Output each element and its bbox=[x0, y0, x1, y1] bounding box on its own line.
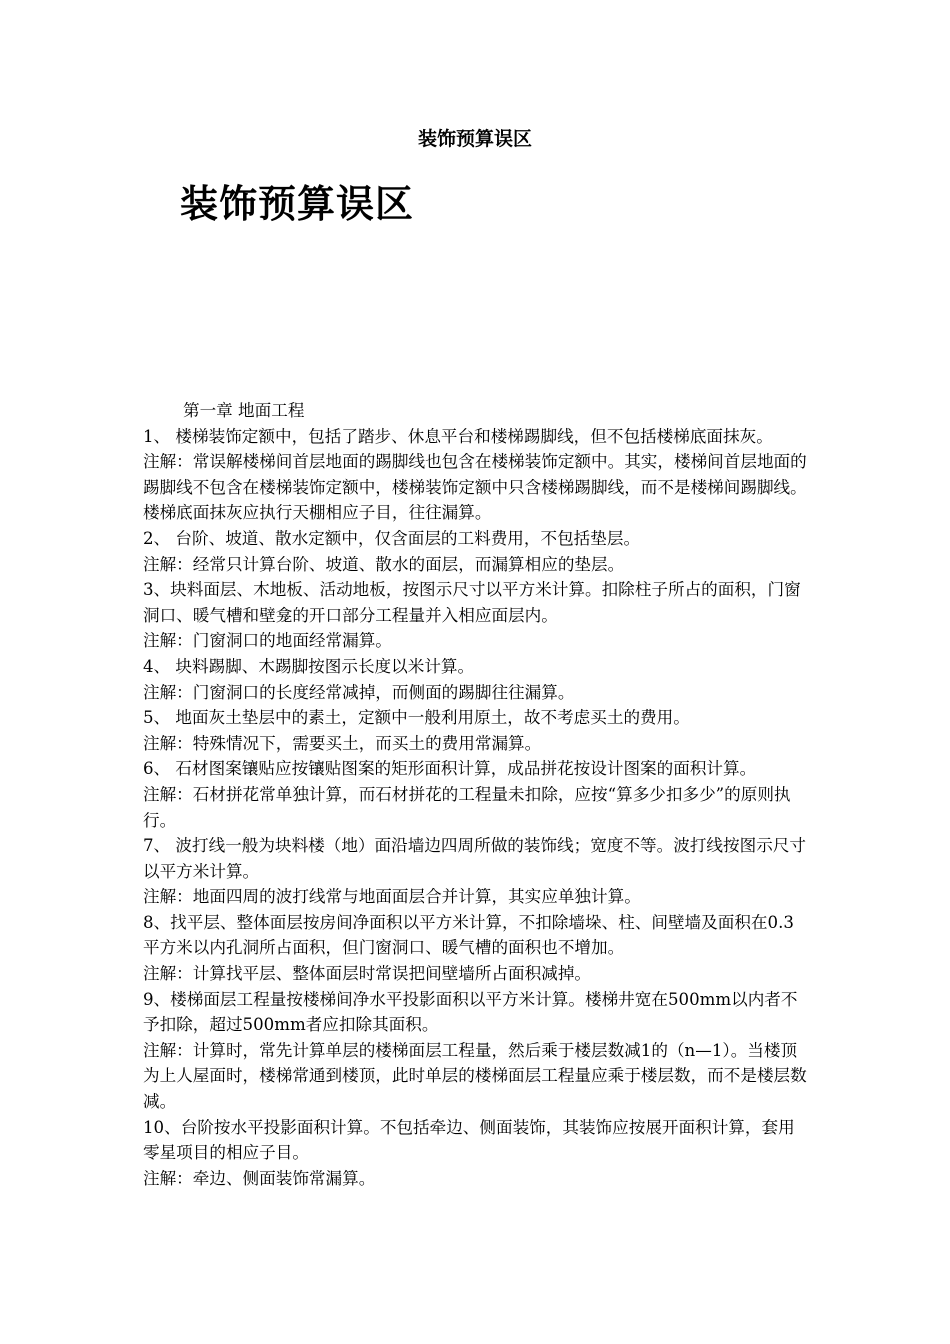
paragraph-note: 注解：常误解楼梯间首层地面的踢脚线也包含在楼梯装饰定额中。其实，楼梯间首层地面的踢脚线不包含在楼梯装饰定额中，楼梯装饰定额中只含楼梯踢脚线，而不是楼梯间踢脚线。楼梯底面抹灰应执行天棚相应子目，往往漏算。 bbox=[143, 452, 807, 523]
paragraph-rule: 1、 楼梯装饰定额中，包括了踏步、休息平台和楼梯踢脚线，但不包括楼梯底面抹灰。 bbox=[143, 426, 773, 446]
paragraph-note: 注解：计算时，常先计算单层的楼梯面层工程量，然后乘于楼层数减1的（n—1）。当楼顶为上人屋面时，楼梯常通到楼顶，此时单层的楼梯面层工程量应乘于楼层数，而不是楼层数减。 bbox=[143, 1040, 807, 1112]
paragraph-note: 注解：牵边、侧面装饰常漏算。 bbox=[143, 1168, 376, 1188]
paragraph-note: 注解：计算找平层、整体面层时常误把间壁墙所占面积减掉。 bbox=[143, 964, 592, 984]
paragraph-rule: 2、 台阶、坡道、散水定额中，仅含面层的工料费用，不包括垫层。 bbox=[143, 528, 641, 548]
paragraph-rule: 7、 波打线一般为块料楼（地）面沿墙边四周所做的装饰线；宽度不等。波打线按图示尺寸以平方米计算。 bbox=[143, 836, 806, 881]
paragraph-note: 注解：特殊情况下，需要买土，而买土的费用常漏算。 bbox=[143, 733, 542, 753]
paragraph-rule: 10、台阶按水平投影面积计算。不包括牵边、侧面装饰，其装饰应按展开面积计算，套用零星项目的相应子目。 bbox=[143, 1117, 795, 1163]
chapter-heading: 第一章 地面工程 bbox=[183, 401, 305, 420]
document-body bbox=[143, 398, 808, 1191]
paragraph-rule: 5、 地面灰土垫层中的素土，定额中一般利用原土，故不考虑买土的费用。 bbox=[143, 708, 690, 728]
paragraph-note: 注解：地面四周的波打线常与地面面层合并计算，其实应单独计算。 bbox=[143, 887, 641, 907]
paragraph-rule: 4、 块料踢脚、木踢脚按图示长度以米计算。 bbox=[143, 656, 475, 676]
paragraph-rule: 3、块料面层、木地板、活动地板，按图示尺寸以平方米计算。扣除柱子所占的面积，门窗洞口、暖气槽和壁龛的开口部分工程量并入相应面层内。 bbox=[143, 580, 801, 625]
paragraph-rule: 9、楼梯面层工程量按楼梯间净水平投影面积以平方米计算。楼梯井宽在500mm以内者不予扣除，超过500mm者应扣除其面积。 bbox=[143, 989, 798, 1035]
paragraph-note: 注解：门窗洞口的长度经常减掉，而侧面的踢脚往往漏算。 bbox=[143, 682, 575, 702]
paragraph-rule: 8、找平层、整体面层按房间净面积以平方米计算，不扣除墙垛、柱、间壁墙及面积在0.3平方米以内孔洞所占面积，但门窗洞口、暖气槽的面积也不增加。 bbox=[143, 912, 794, 958]
document-title: 装饰预算误区 bbox=[180, 182, 415, 226]
running-title: 装饰预算误区 bbox=[417, 128, 532, 150]
paragraph-note: 注解：经常只计算台阶、坡道、散水的面层，而漏算相应的垫层。 bbox=[143, 554, 625, 574]
paragraph-rule: 6、 石材图案镶贴应按镶贴图案的矩形面积计算，成品拼花按设计图案的面积计算。 bbox=[143, 759, 757, 779]
paragraph-note: 注解：门窗洞口的地面经常漏算。 bbox=[143, 631, 392, 651]
paragraph-note: 注解：石材拼花常单独计算，而石材拼花的工程量未扣除，应按“算多少扣多少”的原则执行。 bbox=[143, 784, 791, 830]
